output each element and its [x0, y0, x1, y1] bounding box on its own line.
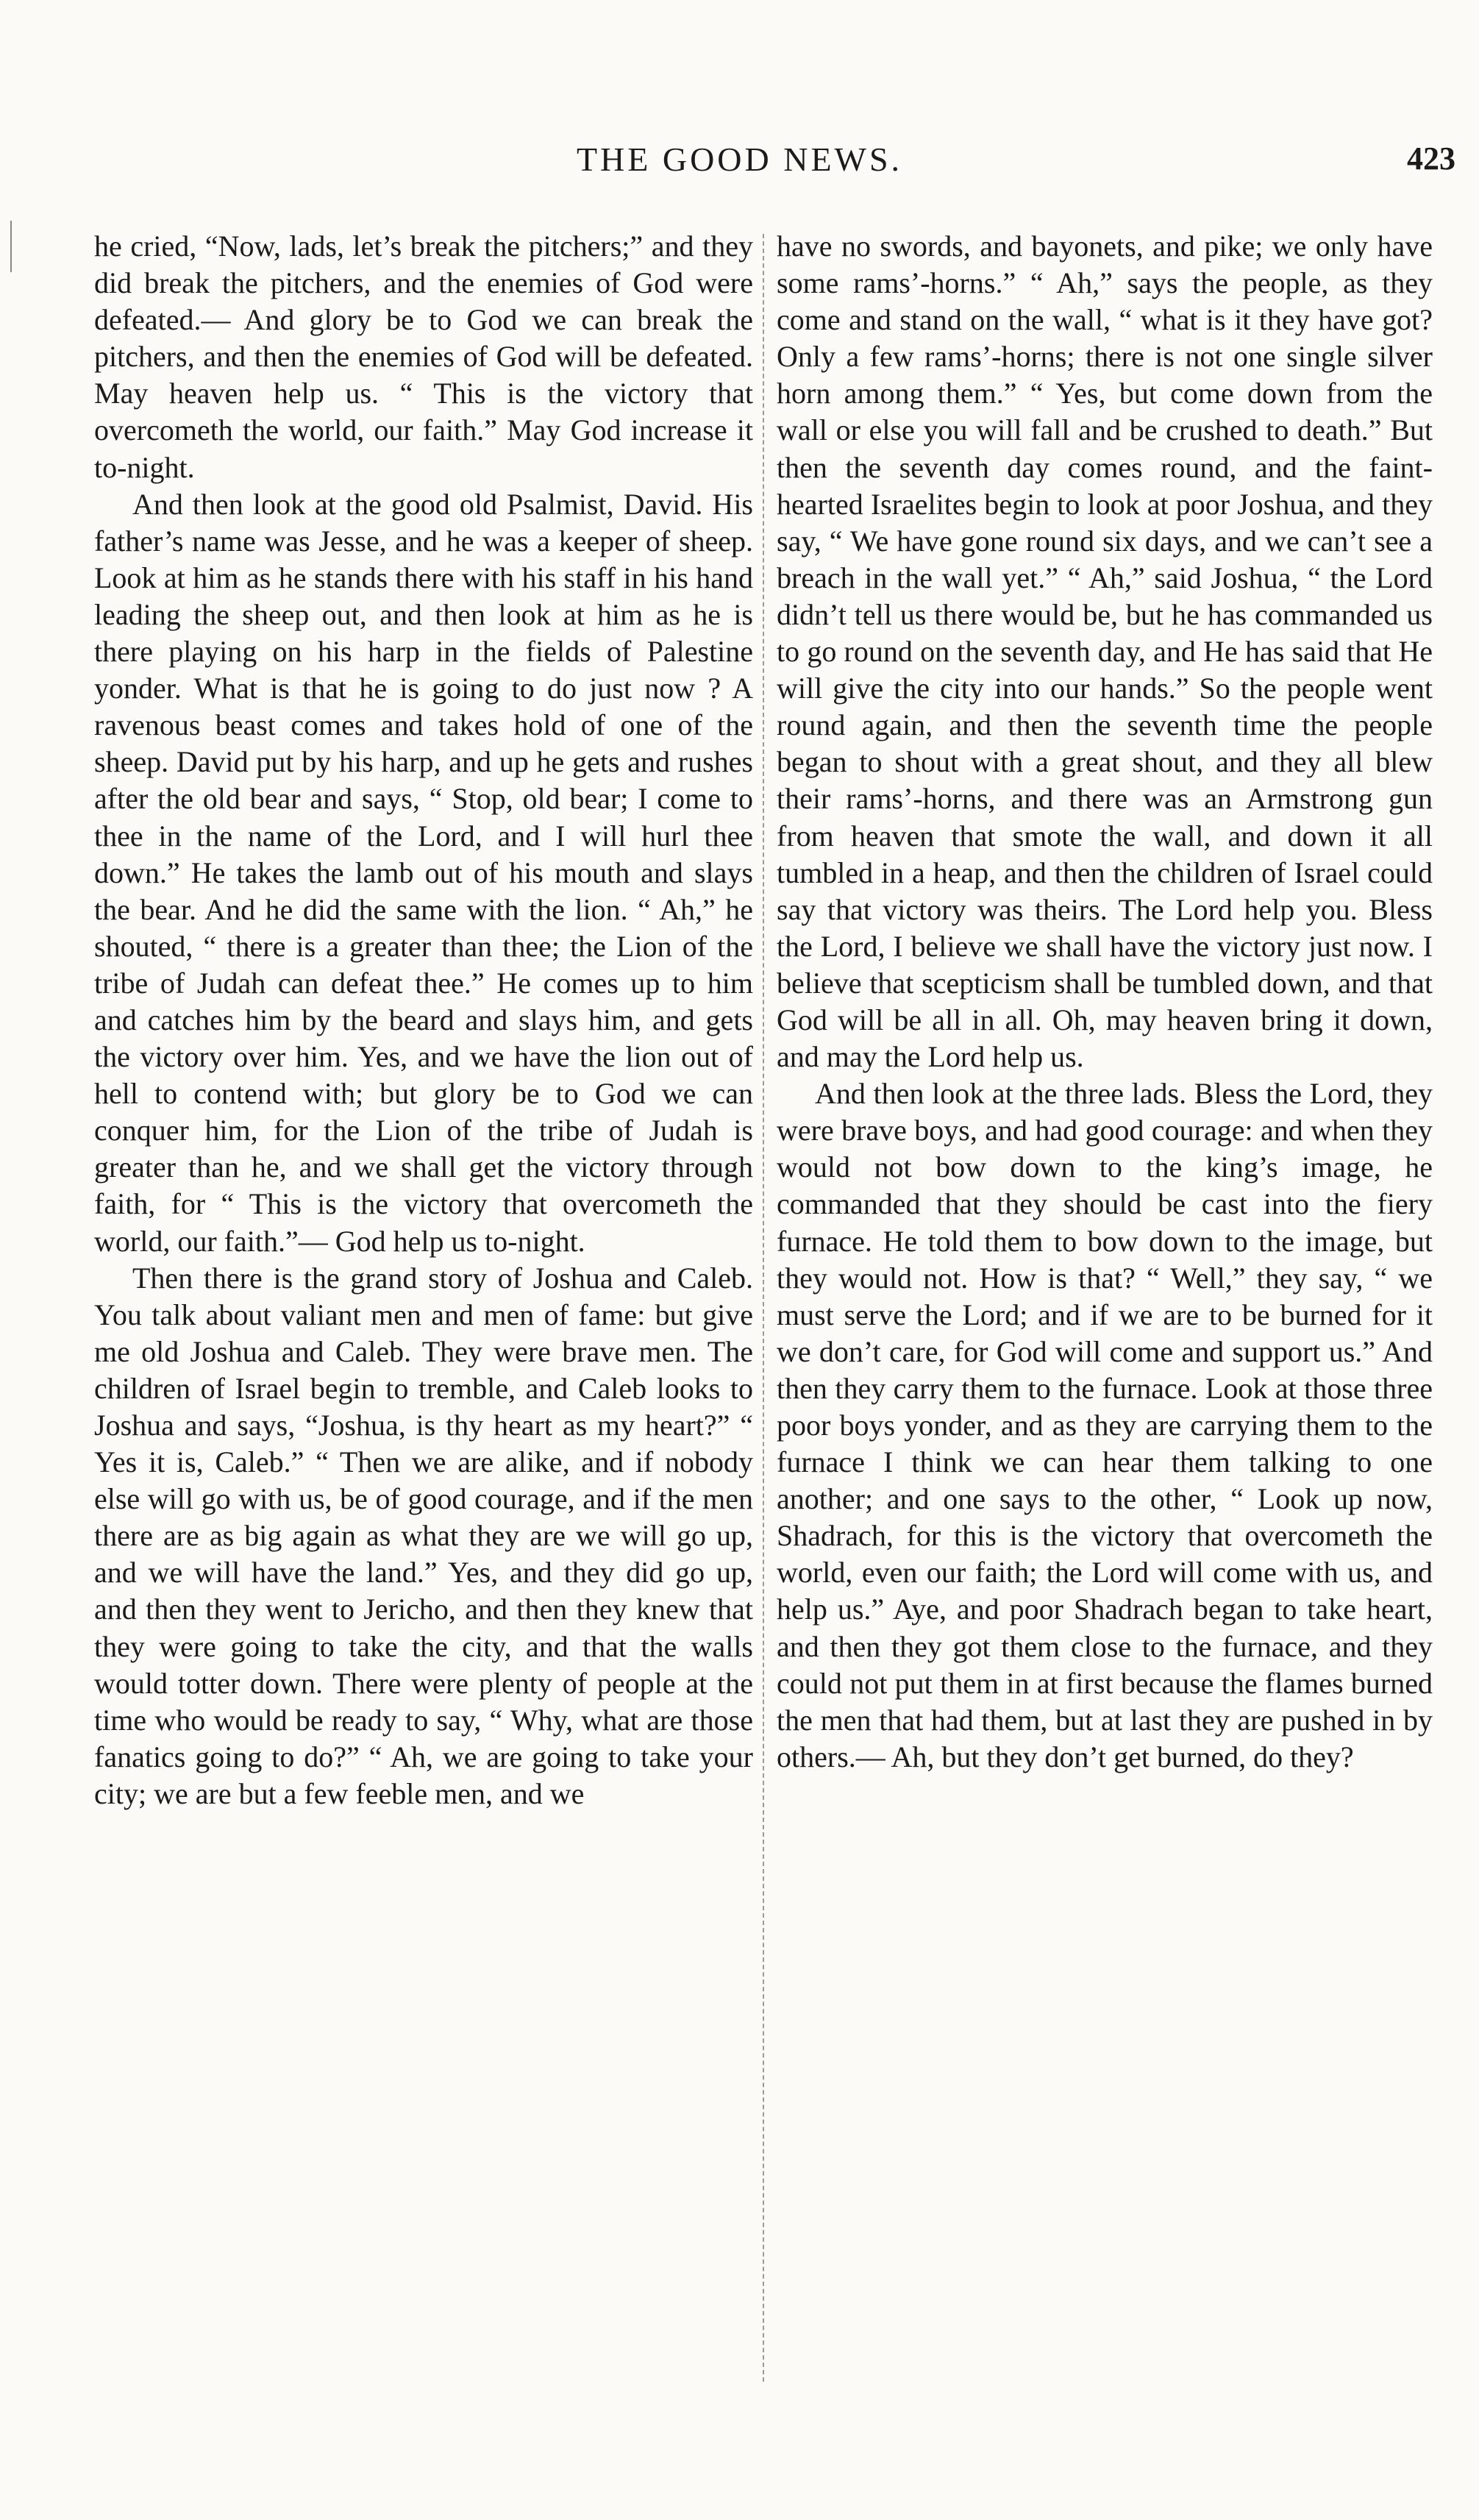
left-paragraph-3: Then there is the grand story of Joshua and Caleb. You talk about valiant men and men of fame: but give me old Joshua and Caleb. They were brave men. The children of Israel begin to tremble, and Caleb looks to Joshua and says, “Joshua, is thy heart as my heart?” “ Yes it is, Caleb.” “ Then we are alike, and if nobody else will go with us, be of good courage, and if the men there are as big again as what they are we will go up, and we will have the land.” Yes, and they did go up, and then they went to Jericho, and then they knew that they were going to take the city, and that the walls would totter down. There were plenty of people at the time who would be ready to say, “ Why, what are those fanatics going to do?” “ Ah, we are going to take your city; we are but a few feeble men, and we: [94, 1261, 753, 1810]
right-paragraph-1: have no swords, and bayonets, and pike; we only have some rams’-horns.” “ Ah,” says the people, as they come and stand on the wall, “ what is it they have got? Only a few rams’-horns; there is not one single silver horn among them.” “ Yes, but come down from the wall or else you will fall and be crushed to death.” But then the seventh day comes round, and the faint-hearted Israelites begin to look at poor Joshua, and they say, “ We have gone round six days, and we can’t see a breach in the wall yet.” “ Ah,” said Joshua, “ the Lord didn’t tell us there would be, but he has commanded us to go round on the seventh day, and He has said that He will give the city into our hands.” So the people went round again, and then the seventh time the people began to shout with a great shout, and they all blew their rams’-horns, and there was an Armstrong gun from heaven that smote the wall, and down it all tumbled in a heap, and then the children of Israel could say that victory was theirs. The Lord help you. Bless the Lord, I believe we shall have the victory just now. I believe that scepticism shall be tumbled down, and that God will be all in all. Oh, may heaven bring it down, and may the Lord help us.: [777, 229, 1433, 1074]
right-paragraph-2: And then look at the three lads. Bless the Lord, they were brave boys, and had good courage: and when they would not bow down to the king’s image, he commanded that they should be cast into the fiery furnace. He told them to bow down to the image, but they would not. How is that? “ Well,” they say, “ we must serve the Lord; and if we are to be burned for it we don’t care, for God will come and support us.” And then they carry them to the furnace. Look at those three poor boys yonder, and as they are carrying them to the furnace I think we can hear them talking to one another; and one says to the other, “ Look up now, Shadrach, for this is the victory that overcometh the world, even our faith; the Lord will come with us, and help us.” Aye, and poor Shadrach began to take heart, and then they got them close to the furnace, and they could not put them in at first because the flames burned the men that had them, but at last they are pushed in by others.— Ah, but they don’t get burned, do they?: [777, 1077, 1433, 1773]
column-divider: [763, 234, 764, 2382]
page-edge-mark: [10, 221, 12, 272]
running-title: THE GOOD NEWS.: [576, 140, 903, 178]
page-header: [0, 140, 1479, 199]
right-column: [777, 228, 1433, 1776]
left-paragraph-1: he cried, “Now, lads, let’s break the pitchers;” and they did break the pitchers, and the enemies of God were defeated.— And glory be to God we can break the pitchers, and then the enemies of God will be defeated. May heaven help us. “ This is the victory that overcometh the world, our faith.” May God increase it to-night.: [94, 229, 753, 484]
left-column: [94, 228, 753, 1812]
page-number: 423: [1407, 140, 1455, 177]
left-paragraph-2: And then look at the good old Psalmist, David. His father’s name was Jesse, and he was a keeper of sheep. Look at him as he stands there with his staff in his hand leading the sheep out, and then look at him as he is there playing on his harp in the fields of Palestine yonder. What is that he is going to do just now ? A ravenous beast comes and takes hold of one of the sheep. David put by his harp, and up he gets and rushes after the old bear and says, “ Stop, old bear; I come to thee in the name of the Lord, and I will hurl thee down.” He takes the lamb out of his mouth and slays the bear. And he did the same with the lion. “ Ah,” he shouted, “ there is a greater than thee; the Lion of the tribe of Judah can defeat thee.” He comes up to him and catches him by the beard and slays him, and gets the victory over him. Yes, and we have the lion out of hell to contend with; but glory be to God we can conquer him, for the Lion of the tribe of Judah is greater than he, and we shall get the victory through faith, for “ This is the victory that overcometh the world, our faith.”— God help us to-night.: [94, 487, 753, 1258]
